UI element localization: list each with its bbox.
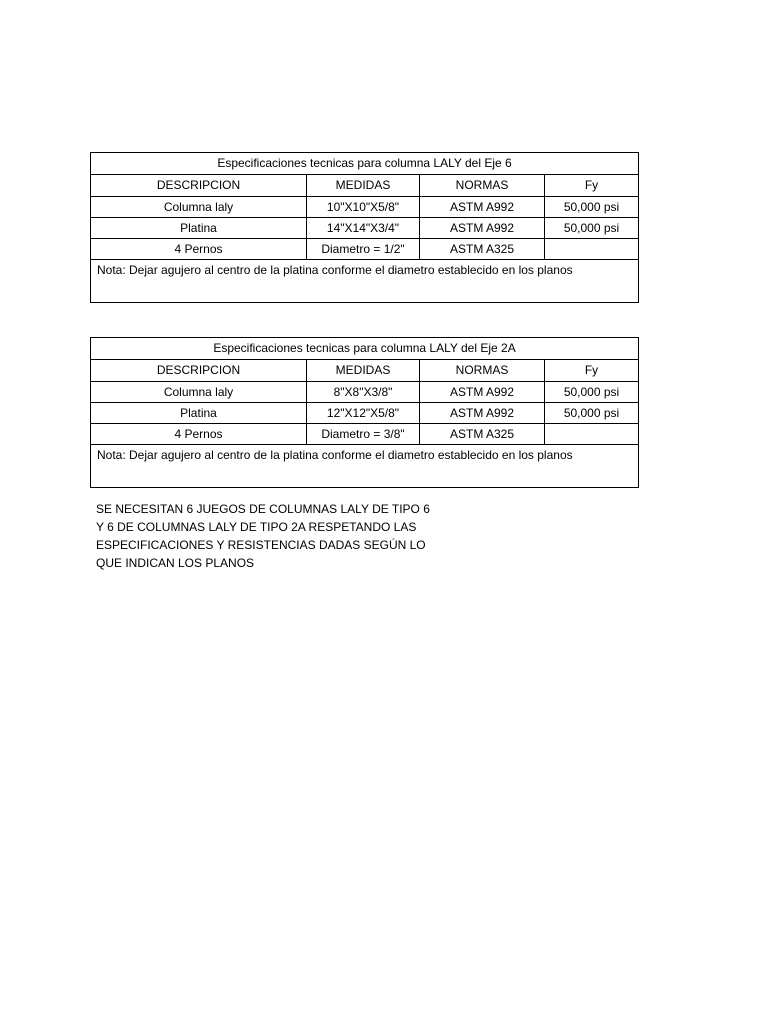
- spec-table-eje-2a: [90, 337, 639, 488]
- cell-fy: 50,000 psi: [545, 403, 639, 424]
- table-header-row: [91, 175, 639, 197]
- cell-normas: ASTM A992: [420, 218, 545, 239]
- cell-medidas: 8"X8"X3/8": [307, 382, 420, 403]
- cell-medidas: Diametro = 1/2": [307, 239, 420, 260]
- header-fy: Fy: [545, 175, 639, 197]
- table-row: [91, 424, 639, 445]
- header-descripcion: DESCRIPCION: [91, 360, 307, 382]
- cell-medidas: Diametro = 3/8": [307, 424, 420, 445]
- table-row: [91, 239, 639, 260]
- table-row: [91, 197, 639, 218]
- table-title: Especificaciones tecnicas para columna LALY del Eje 2A: [91, 338, 639, 360]
- table-note: Nota: Dejar agujero al centro de la platina conforme el diametro establecido en los planos: [91, 260, 639, 303]
- cell-fy: [545, 424, 639, 445]
- header-normas: NORMAS: [420, 175, 545, 197]
- cell-fy: 50,000 psi: [545, 382, 639, 403]
- header-medidas: MEDIDAS: [307, 360, 420, 382]
- header-fy: Fy: [545, 360, 639, 382]
- spec-table-eje-6: [90, 152, 639, 303]
- cell-descripcion: Platina: [91, 218, 307, 239]
- cell-descripcion: Platina: [91, 403, 307, 424]
- header-medidas: MEDIDAS: [307, 175, 420, 197]
- requirement-line: QUE INDICAN LOS PLANOS: [96, 556, 255, 570]
- header-normas: NORMAS: [420, 360, 545, 382]
- cell-fy: 50,000 psi: [545, 197, 639, 218]
- requirement-note: [96, 500, 430, 572]
- cell-medidas: 14"X14"X3/4": [307, 218, 420, 239]
- requirement-line: SE NECESITAN 6 JUEGOS DE COLUMNAS LALY DE TIPO 6: [96, 502, 430, 516]
- table-row: [91, 382, 639, 403]
- table-row: [91, 218, 639, 239]
- cell-normas: ASTM A992: [420, 403, 545, 424]
- requirement-line: ESPECIFICACIONES Y RESISTENCIAS DADAS SEGÚN LO: [96, 538, 426, 552]
- table-row: [91, 403, 639, 424]
- cell-normas: ASTM A992: [420, 197, 545, 218]
- cell-medidas: 10"X10"X5/8": [307, 197, 420, 218]
- cell-descripcion: Columna laly: [91, 382, 307, 403]
- cell-normas: ASTM A992: [420, 382, 545, 403]
- cell-fy: [545, 239, 639, 260]
- cell-normas: ASTM A325: [420, 239, 545, 260]
- cell-medidas: 12"X12"X5/8": [307, 403, 420, 424]
- requirement-line: Y 6 DE COLUMNAS LALY DE TIPO 2A RESPETANDO LAS: [96, 520, 417, 534]
- cell-descripcion: Columna laly: [91, 197, 307, 218]
- cell-normas: ASTM A325: [420, 424, 545, 445]
- table-note: Nota: Dejar agujero al centro de la platina conforme el diametro establecido en los planos: [91, 445, 639, 488]
- cell-descripcion: 4 Pernos: [91, 239, 307, 260]
- cell-fy: 50,000 psi: [545, 218, 639, 239]
- table-title: Especificaciones tecnicas para columna LALY del Eje 6: [91, 153, 639, 175]
- cell-descripcion: 4 Pernos: [91, 424, 307, 445]
- table-header-row: [91, 360, 639, 382]
- header-descripcion: DESCRIPCION: [91, 175, 307, 197]
